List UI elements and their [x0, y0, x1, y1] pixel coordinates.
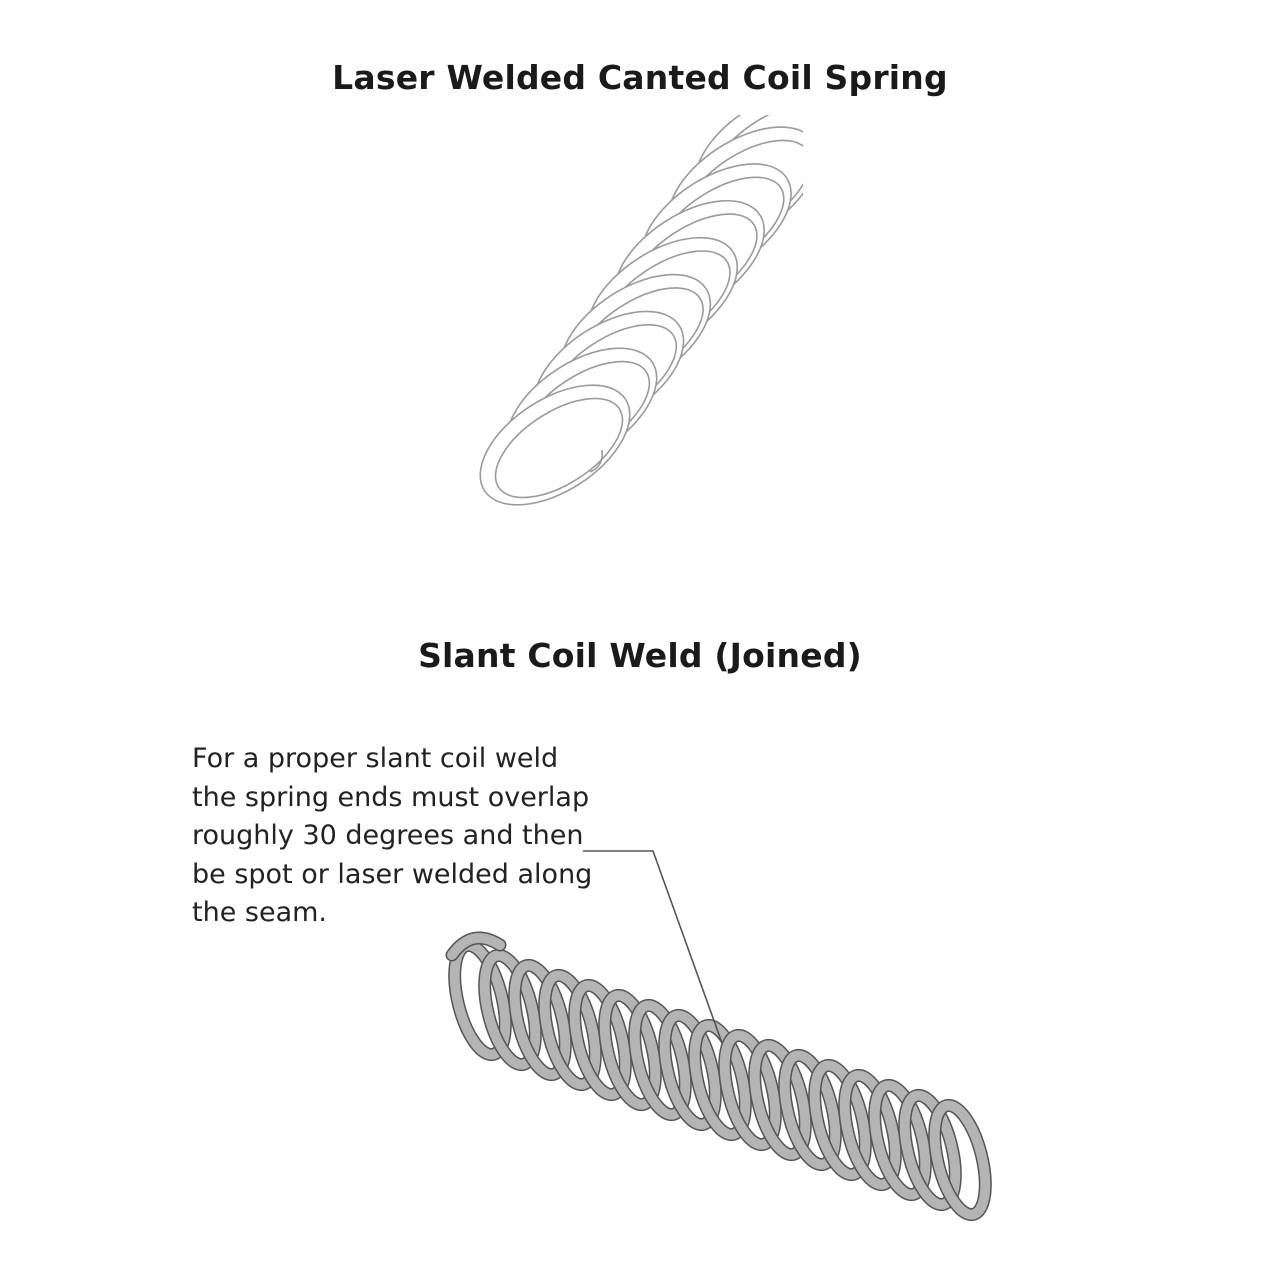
bottom-figure-title: Slant Coil Weld (Joined) — [418, 636, 862, 675]
note-line: roughly 30 degrees and then — [192, 820, 584, 851]
note-line: the spring ends must overlap — [192, 781, 590, 813]
note-line: For a proper slant coil weld — [192, 743, 559, 774]
note-line: be spot or laser welded along — [192, 858, 593, 890]
top-figure-title: Laser Welded Canted Coil Spring — [332, 58, 948, 97]
note-line: the seam. — [192, 897, 327, 928]
